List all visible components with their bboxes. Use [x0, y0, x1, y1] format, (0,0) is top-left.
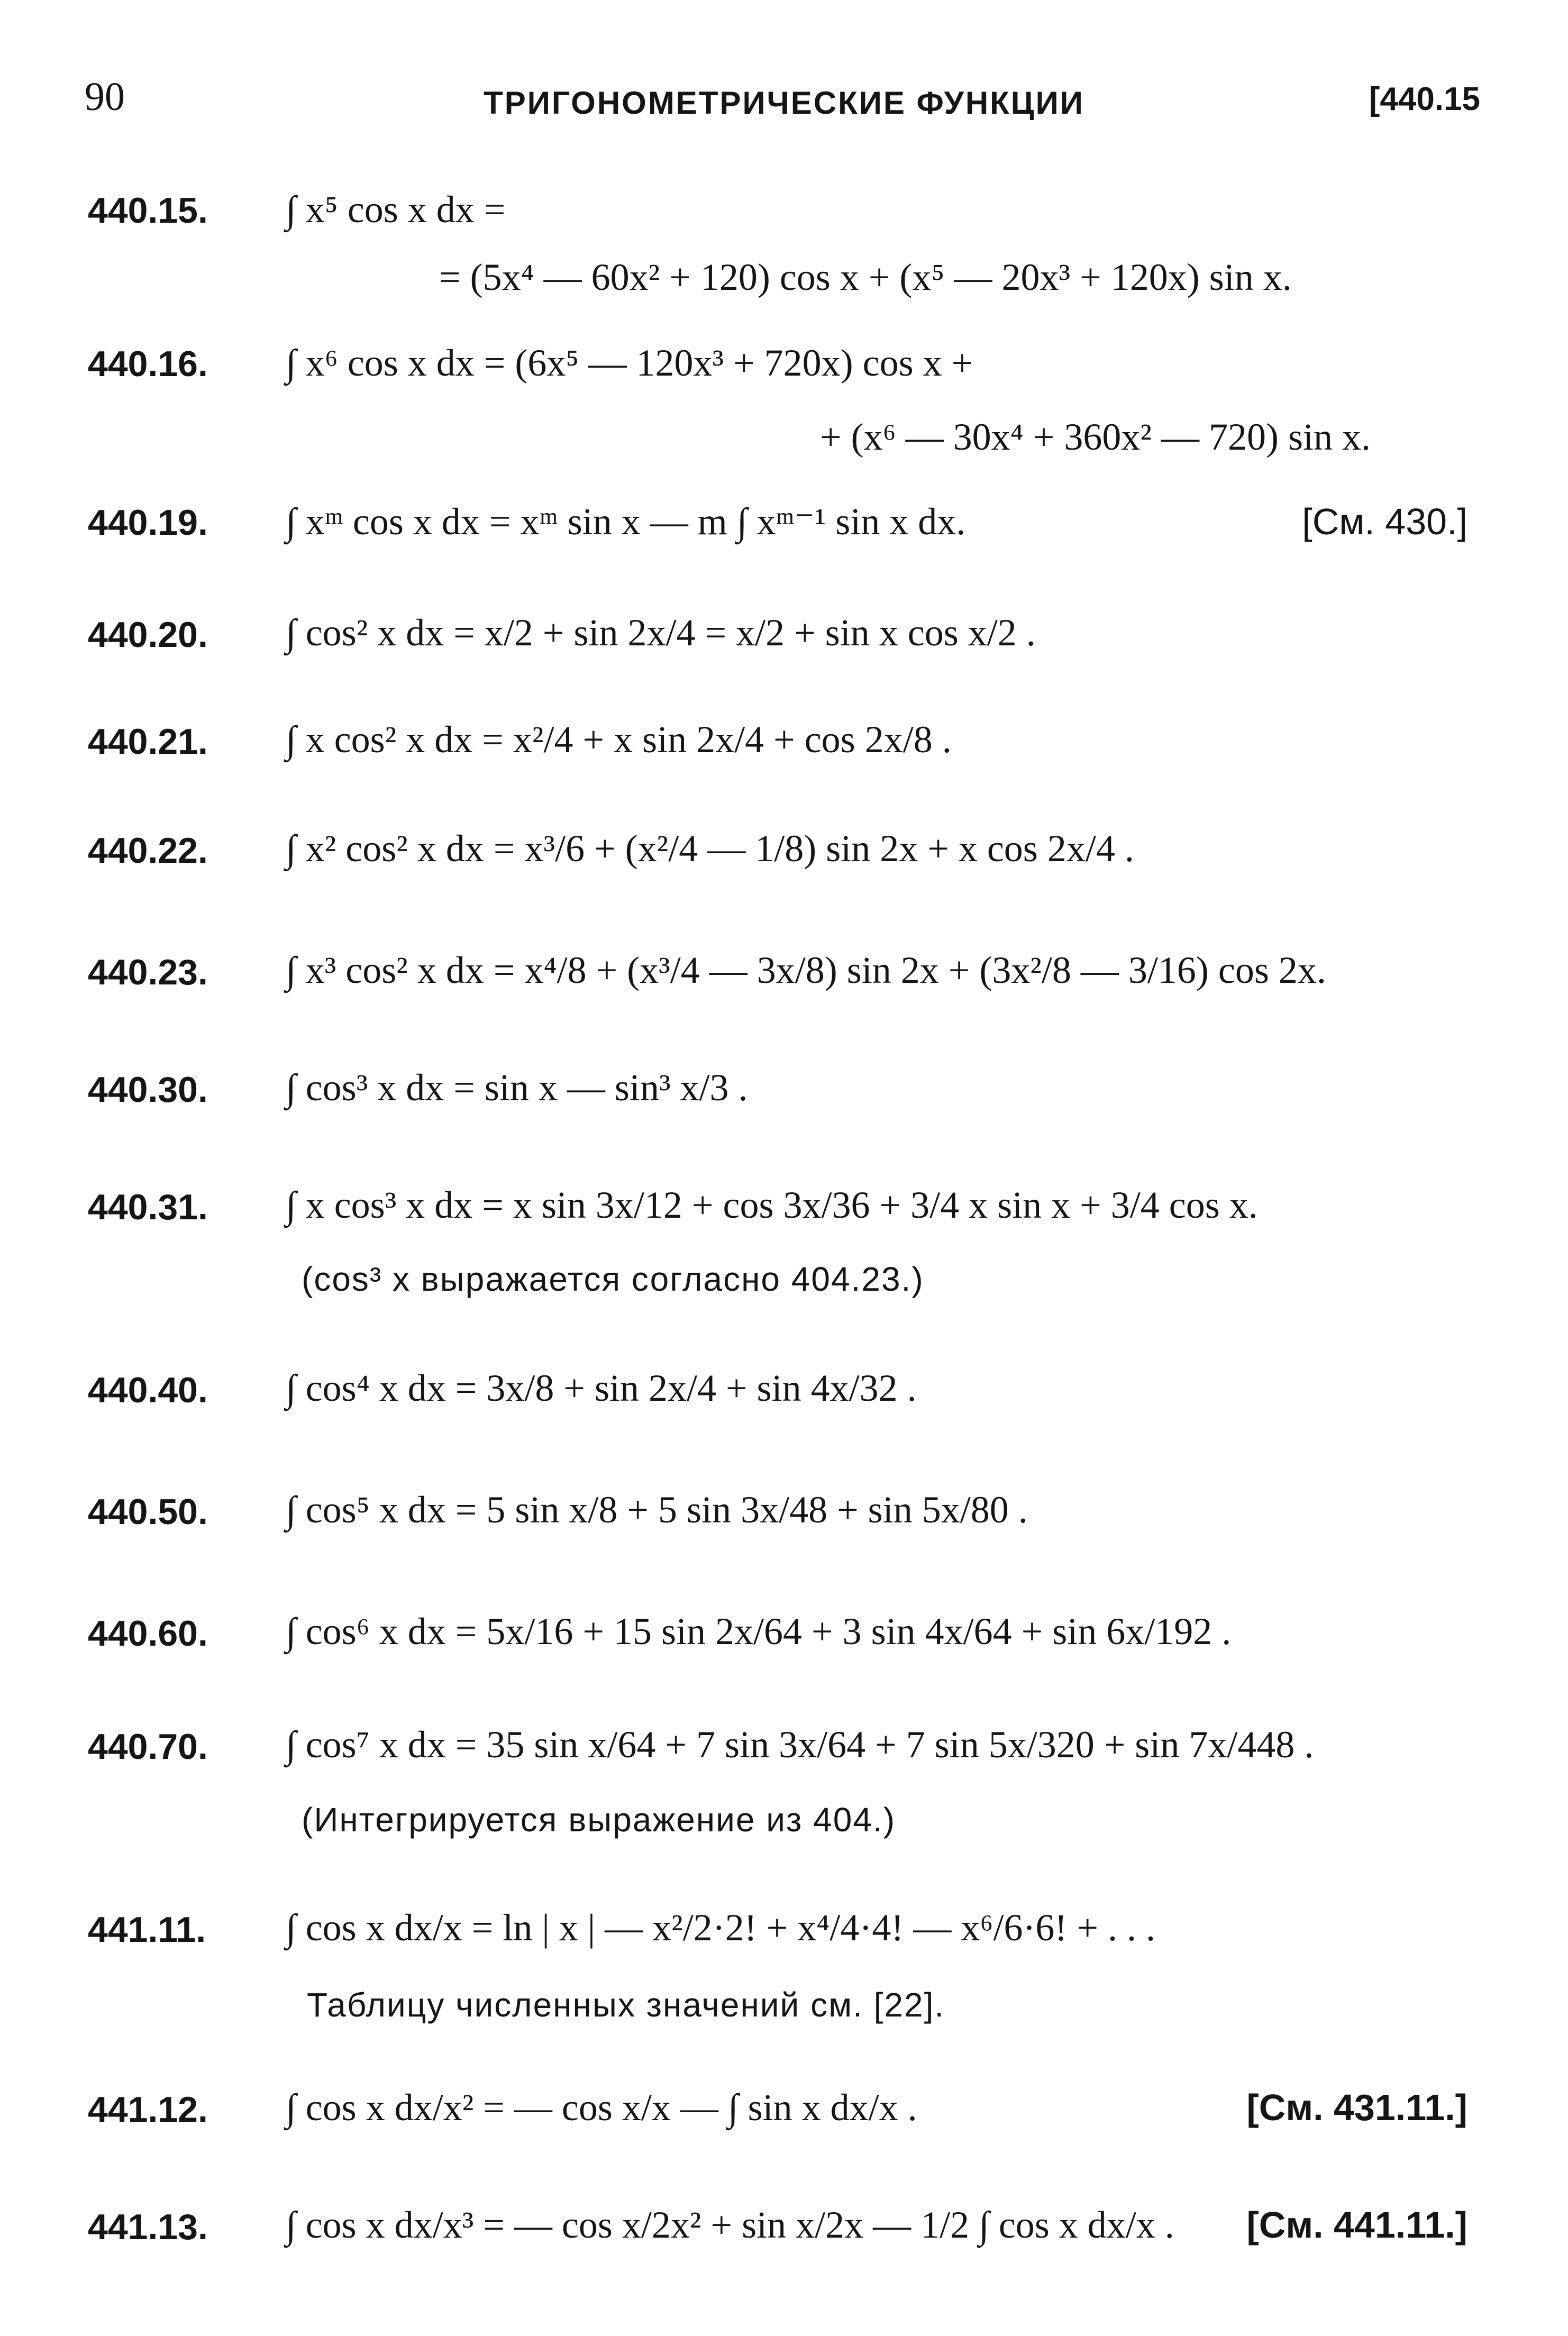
formula-number: 440.30. — [88, 1070, 208, 1110]
formula-line: ∫ cos³ x dx = sin x — sin³ x/3 . — [286, 1066, 748, 1109]
formula-number: 441.11. — [88, 1910, 206, 1950]
cross-reference: [См. 431.11.] — [1246, 2087, 1467, 2128]
formula-line: ∫ x⁵ cos x dx = — [286, 188, 506, 231]
section-reference: [440.15 — [1369, 81, 1480, 117]
formula-line: ∫ cos⁵ x dx = 5 sin x/8 + 5 sin 3x/48 + sin 5x/80 . — [286, 1489, 1028, 1531]
cross-reference: [См. 430.] — [1302, 501, 1467, 542]
formula-line: ∫ cos⁶ x dx = 5x/16 + 15 sin 2x/64 + 3 sin 4x/64 + sin 6x/192 . — [286, 1610, 1232, 1653]
formula-note: (Интегрируется выражение из 404.) — [302, 1801, 896, 1839]
formula-line: ∫ x cos² x dx = x²/4 + x sin 2x/4 + cos 2x/8 . — [286, 718, 952, 761]
formula-number: 440.15. — [88, 190, 208, 231]
formula-number: 440.23. — [88, 952, 208, 992]
formula-number: 440.31. — [88, 1187, 208, 1227]
formula-number: 440.22. — [88, 831, 208, 871]
formula-line: ∫ x³ cos² x dx = x⁴/8 + (x³/4 — 3x/8) sin 2x + (3x²/8 — 3/16) cos 2x. — [286, 949, 1326, 991]
formula-line: ∫ cos² x dx = x/2 + sin 2x/4 = x/2 + sin x cos x/2 . — [286, 612, 1036, 654]
formula-number: 441.13. — [88, 2207, 208, 2247]
formula-line: ∫ cos⁴ x dx = 3x/8 + sin 2x/4 + sin 4x/32 . — [286, 1367, 917, 1409]
formula-note: (cos³ x выражается согласно 404.23.) — [302, 1260, 924, 1298]
formula-number: 440.60. — [88, 1613, 208, 1654]
formula-number: 440.50. — [88, 1492, 208, 1532]
formula-line: ∫ x² cos² x dx = x³/6 + (x²/4 — 1/8) sin 2x + x cos 2x/4 . — [286, 827, 1134, 870]
formula-note: Таблицу численных значений см. [22]. — [307, 1986, 945, 2024]
formula-number: 440.40. — [88, 1370, 208, 1410]
formula-number: 440.70. — [88, 1727, 208, 1767]
formula-number: 441.12. — [88, 2089, 208, 2130]
formula-line: ∫ x cos³ x dx = x sin 3x/12 + cos 3x/36 + 3/4 x sin x + 3/4 cos x. — [286, 1184, 1258, 1226]
formula-number: 440.20. — [88, 615, 208, 655]
formula-line: ∫ xᵐ cos x dx = xᵐ sin x — m ∫ xᵐ⁻¹ sin x dx. — [286, 500, 966, 543]
formula-line: ∫ x⁶ cos x dx = (6x⁵ — 120x³ + 720x) cos x + — [286, 342, 973, 384]
page-number: 90 — [85, 75, 125, 119]
formula-number: 440.16. — [88, 344, 208, 384]
formula-number: 440.21. — [88, 722, 208, 762]
formula-line: ∫ cos⁷ x dx = 35 sin x/64 + 7 sin 3x/64 + 7 sin 5x/320 + sin 7x/448 . — [286, 1723, 1314, 1766]
formula-line: ∫ cos x dx/x = ln | x | — x²/2·2! + x⁴/4·4! — x⁶/6·6! + . . . — [286, 1906, 1156, 1949]
formula-line: ∫ cos x dx/x³ = — cos x/2x² + sin x/2x — 1/2 ∫ cos x dx/x . — [286, 2204, 1174, 2246]
formula-number: 440.19. — [88, 503, 208, 543]
formula-line: ∫ cos x dx/x² = — cos x/x — ∫ sin x dx/x . — [286, 2086, 917, 2129]
cross-reference: [См. 441.11.] — [1246, 2204, 1467, 2246]
formula-line: + (x⁶ — 30x⁴ + 360x² — 720) sin x. — [820, 416, 1371, 458]
running-title: ТРИГОНОМЕТРИЧЕСКИЕ ФУНКЦИИ — [484, 85, 1084, 121]
formula-line: = (5x⁴ — 60x² + 120) cos x + (x⁵ — 20x³ + 120x) sin x. — [439, 256, 1292, 298]
